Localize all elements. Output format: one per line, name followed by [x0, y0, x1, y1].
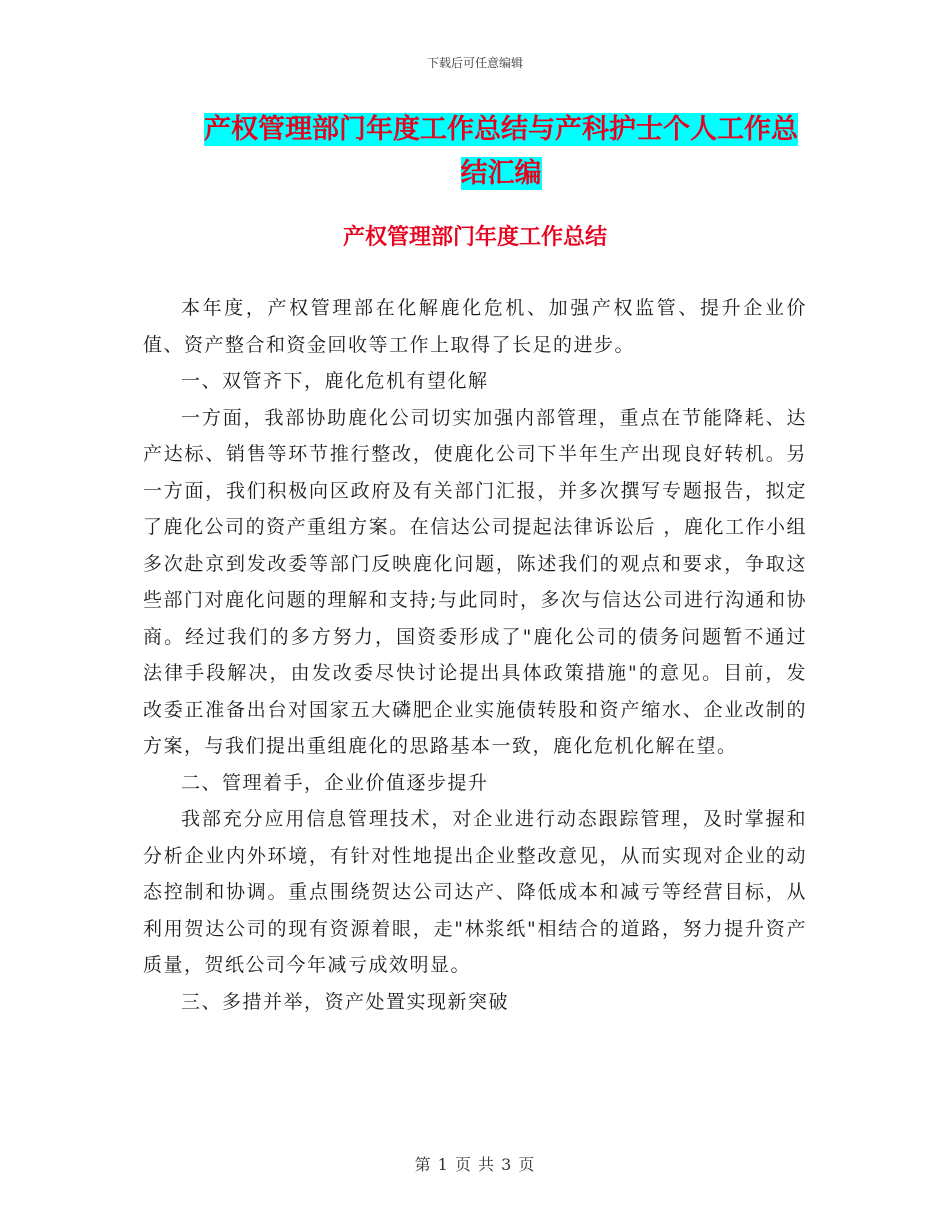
paragraph-heading: 二、管理着手，企业价值逐步提升	[181, 771, 489, 794]
paragraph: 本年度，产权管理部在化解鹿化危机、加强产权监管、提升企业价值、资产整合和资金回收等工作上取得了长足的进步。	[143, 297, 807, 356]
body-text	[143, 290, 807, 1020]
section-title: 产权管理部门年度工作总结	[342, 225, 607, 250]
paragraph-heading: 三、多措并举，资产处置实现新突破	[181, 990, 510, 1013]
paragraph-heading: 一、双管齐下，鹿化危机有望化解	[181, 370, 489, 392]
paragraph: 我部充分应用信息管理技术，对企业进行动态跟踪管理，及时掌握和分析企业内外环境，有针对性地提出企业整改意见，从而实现对企业的动态控制和协调。重点围绕贺达公司达产、降低成本和减亏等经营目标，从利用贺达公司的现有资源着眼，走"林浆纸"相结合的道路，努力提升资产质量，贺纸公司今年减亏成效明显。	[143, 808, 807, 976]
page-header: 下载后可任意编辑	[426, 56, 523, 70]
document-title	[195, 108, 807, 196]
page-footer: 第 1 页 共 3 页	[414, 1155, 536, 1174]
document-title-text: 产权管理部门年度工作总结与产科护士个人工作总结汇编	[204, 114, 798, 189]
paragraph: 一方面，我部协助鹿化公司切实加强内部管理，重点在节能降耗、达产达标、销售等环节推行整改，使鹿化公司下半年生产出现良好转机。另一方面，我们积极向区政府及有关部门汇报，并多次撰写专题报告，拟定了鹿化公司的资产重组方案。在信达公司提起法律诉讼后 ，鹿化工作小组多次赴京到发改委等部门反映鹿化问题，陈述我们的观点和要求，争取这些部门对鹿化问题的理解和支持;与此同时，多次与信达公司进行沟通和协商。经过我们的多方努力，国资委形成了"鹿化公司的债务问题暂不通过法律手段解决，由发改委尽快讨论提出具体政策措施"的意见。目前，发改委正准备出台对国家五大磷肥企业实施债转股和资产缩水、企业改制的方案，与我们提出重组鹿化的思路基本一致，鹿化危机化解在望。	[143, 406, 807, 757]
